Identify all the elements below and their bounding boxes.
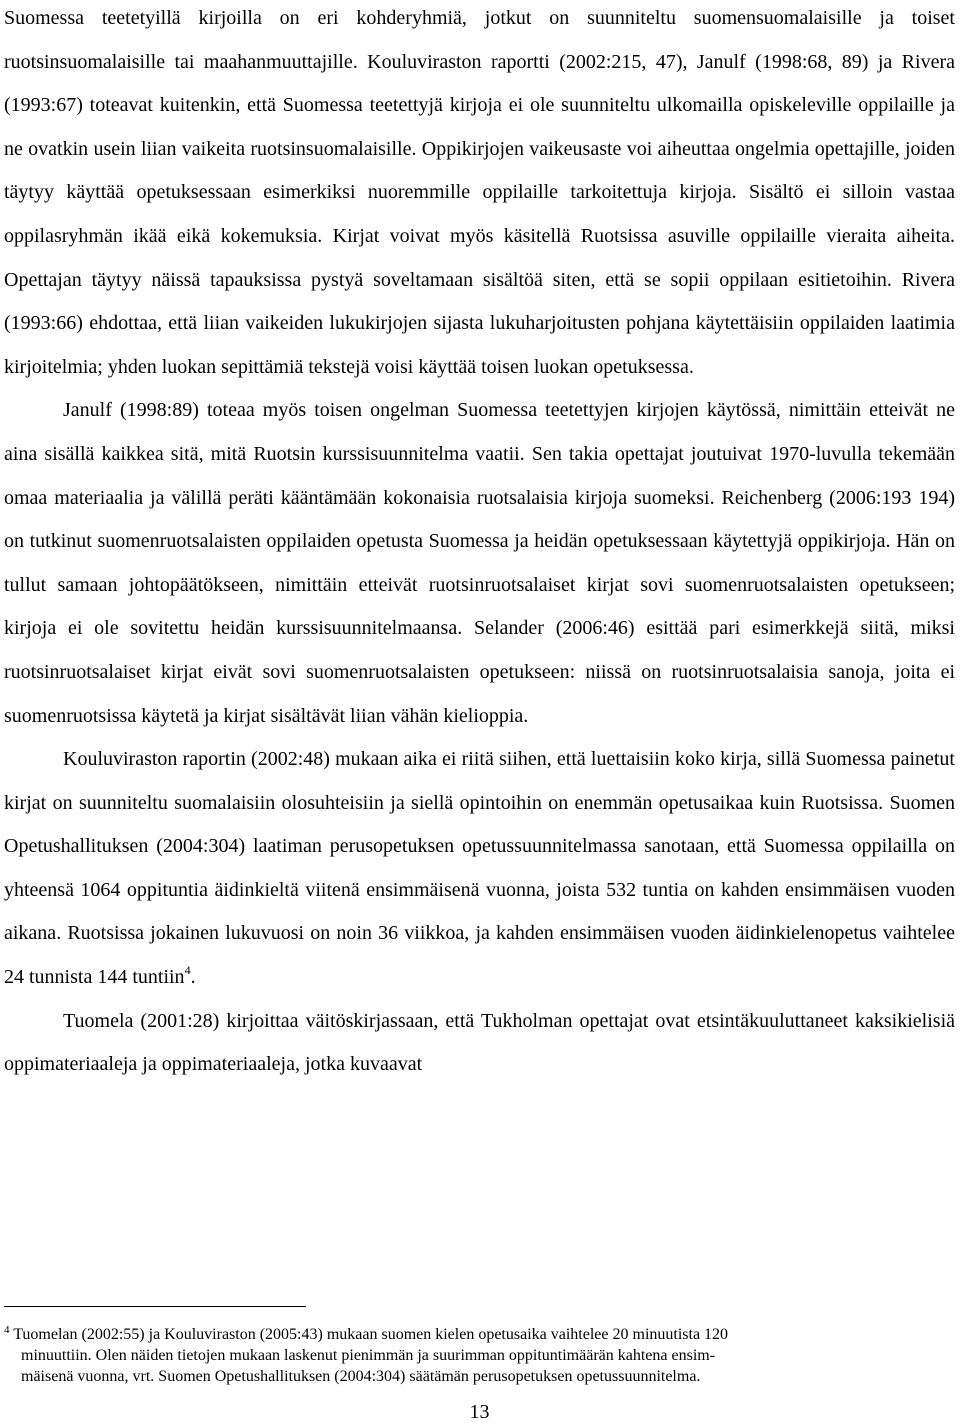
- footnote-divider: [4, 1306, 306, 1307]
- paragraph-3-tail: .: [190, 966, 196, 989]
- footnote-mark: 4: [4, 1324, 10, 1336]
- paragraph-2: [4, 389, 955, 738]
- footnote-line-1: [4, 1324, 955, 1345]
- footnote-reference[interactable]: 4: [184, 963, 191, 978]
- footnote-line-1-text: Tuomelan (2002:55) ja Kouluviraston (2005:43) mukaan suomen kielen opetusaika vaihtelee 20 minuutista 120: [9, 1326, 729, 1343]
- paragraph-1-text: Suomessa teetetyillä kirjoilla on eri kohderyhmiä, jotkut on suunniteltu suomensuomalaisille ja toiset ruotsinsuomalaisille tai maahanmuuttajille. Kouluviraston raportti (2002:215, 47), Janulf (1998:68, 89) ja Rivera (1993:67) toteavat kuitenkin, että Suomessa teetettyjä kirjoja ei ole suunniteltu ulkomailla opiskeleville oppilaille ja ne ovatkin usein liian vaikeita ruotsinsuomalaisille. Oppikirjojen vaikeusaste voi aiheuttaa ongelmia opettajille, joiden täytyy käyttää opetuksessaan esimerkiksi nuoremmille oppilaille tarkoitettuja kirjoja. Sisältö ei silloin vastaa oppilasryhmän ikää eikä kokemuksia. Kirjat voivat myös käsitellä Ruotsissa asuville oppilaille vieraita aiheita. Opettajan täytyy näissä tapauksissa pystyä soveltamaan sisältöä siten, että se sopii oppilaan esitietoihin. Rivera (1993:66) ehdottaa, että liian vaikeiden lukukirjojen sijasta lukuharjoitusten pohjana käytettäisiin oppilaiden laatimia kirjoitelmia; yhden luokan sepittämiä tekstejä voisi käyttää toisen luokan opetuksessa.: [4, 7, 955, 378]
- paragraph-3: [4, 738, 955, 1000]
- paragraph-2-text: Janulf (1998:89) toteaa myös toisen ongelman Suomessa teetettyjen kirjojen käytössä, nimittäin etteivät ne aina sisällä kaikkea sitä, mitä Ruotsin kurssisuunnitelma vaatii. Sen takia opettajat joutuivat 1970-luvulla tekemään omaa materiaalia ja välillä peräti kääntämään kokonaisia ruotsalaisia kirjoja suomeksi. Reichenberg (2006:193 194) on tutkinut suomenruotsalaisten oppilaiden opetusta Suomessa ja heidän opetuksessaan käytettyjä oppikirjoja. Hän on tullut samaan johtopäätökseen, nimittäin etteivät ruotsinruotsalaiset kirjat sovi suomenruotsalaisten opetukseen; kirjoja ei ole sovitettu heidän kurssisuunnitelmaansa. Selander (2006:46) esittää pari esimerkkejä siitä, miksi ruotsinruotsalaiset kirjat eivät sovi suomenruotsalaisten opetukseen: niissä on ruotsinruotsalaisia sanoja, joita ei suomenruotsissa käytetä ja kirjat sisältävät liian vähän kielioppia.: [4, 399, 955, 727]
- page-number: 13: [469, 1401, 490, 1423]
- footnote-line-3: mäisenä vuonna, vrt. Suomen Opetushallituksen (2004:304) säätämän perusopetuksen opetussuunnitelma.: [21, 1368, 701, 1385]
- paragraph-3-text: Kouluviraston raportin (2002:48) mukaan aika ei riitä siihen, että luettaisiin koko kirja, sillä Suomessa painetut kirjat on suunniteltu suomalaisiin olosuhteisiin ja siellä opintoihin on enemmän opetusaikaa kuin Ruotsissa. Suomen Opetushallituksen (2004:304) laatiman perusopetuksen opetussuunnitelmassa sanotaan, että Suomessa oppilailla on yhteensä 1064 oppituntia äidinkieltä viitenä ensimmäisenä vuonna, joista 532 tuntia on kahden ensimmäisen vuoden aikana. Ruotsissa jokainen lukuvuosi on noin 36 viikkoa, ja kahden ensimmäisen vuoden äidinkielenopetus vaihtelee 24 tunnista 144 tuntiin: [4, 748, 955, 989]
- body-text: [4, 0, 955, 1087]
- footnote: [4, 1324, 955, 1387]
- paragraph-4-text: Tuomela (2001:28) kirjoittaa väitöskirjassaan, että Tukholman opettajat ovat etsintäkuuluttaneet kaksikielisiä oppimateriaaleja ja oppimateriaaleja, jotka kuvaavat: [4, 1009, 955, 1076]
- paragraph-1: [4, 0, 955, 389]
- paragraph-4: [4, 1000, 955, 1087]
- footnote-line-2: minuuttiin. Olen näiden tietojen mukaan laskenut pienimmän ja suurimman oppituntimäärän kahtena ensim-: [21, 1347, 716, 1364]
